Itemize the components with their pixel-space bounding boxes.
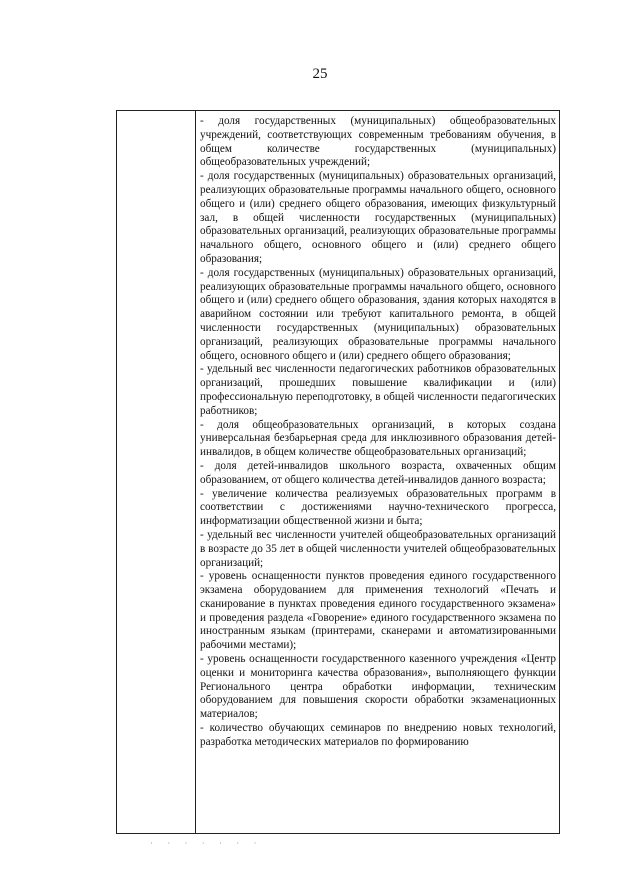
indicator-item: - количество обучающих семинаров по внедрению новых технологий, разработка методических материалов по формированию <box>200 722 556 748</box>
indicator-item: - доля государственных (муниципальных) общеобразовательных учреждений, соответствующих современным требованиям обучения, в общем количестве государственных (муниципальных) общеобразовательных учреждений; <box>200 115 556 169</box>
indicator-item: - доля государственных (муниципальных) образовательных организаций, реализующих образовательные программы начального общего, основного общего и (или) среднего общего образования, имеющих физкультурный зал, в общей численности государственных (муниципальных) образовательных организаций, реализующих образовательные программы начального общего, основного общего и (или) среднего общего образования; <box>200 170 556 265</box>
indicator-item: - доля детей-инвалидов школьного возраста, охваченных общим образованием, от общего количества детей-инвалидов данного возраста; <box>200 459 556 486</box>
indicator-item: - доля государственных (муниципальных) образовательных организаций, реализующих образовательные программы начального общего, основного общего и (или) среднего общего образования, здания которых находятся в аварийном состоянии или требуют капитального ремонта, в общей численности государственных (муниципальных) образовательных организаций, реализующих образовательные программы начального общего, основного общего и (или) среднего общего образования; <box>200 266 556 362</box>
indicator-item: - удельный вес численности учителей общеобразовательных организаций в возрасте до 35 лет в общей численности учителей общеобразовательных организаций; <box>200 528 556 569</box>
indicator-item: - удельный вес численности педагогических работников образовательных организаций, прошедших повышение квалификации и (или) профессиональную переподготовку, в общей численности педагогических работников; <box>200 363 556 417</box>
indicator-item: - уровень оснащенности государственного казенного учреждения «Центр оценки и мониторинга качества образования», выполняющего функции Регионального центра обработки информации, техническим оборудованием для повышения скорости обработки экзаменационных материалов; <box>200 653 556 721</box>
indicator-item: - уровень оснащенности пунктов проведения единого государственного экзамена оборудованием для применения технологий «Печать и сканирование в пунктах проведения единого государственного экзамена» и проведения раздела «Говорение» единого государственного экзамена по иностранным языкам (принтерами, сканерами и автоматизированными рабочими местами); <box>200 570 556 652</box>
indicator-item: - увеличение количества реализуемых образовательных программ в соответствии с достижениями научно-технического прогресса, информатизации общественной жизни и быта; <box>200 487 556 528</box>
scan-noise: · · · · · · · <box>150 838 263 848</box>
indicators-table <box>116 110 560 834</box>
indicator-item: - доля общеобразовательных организаций, в которых создана универсальная безбарьерная среда для инклюзивного образования детей-инвалидов, в общем количестве общеобразовательных организаций; <box>200 418 556 459</box>
page-number: 25 <box>312 66 328 82</box>
column-divider <box>195 111 196 833</box>
indicators-cell <box>200 115 556 750</box>
